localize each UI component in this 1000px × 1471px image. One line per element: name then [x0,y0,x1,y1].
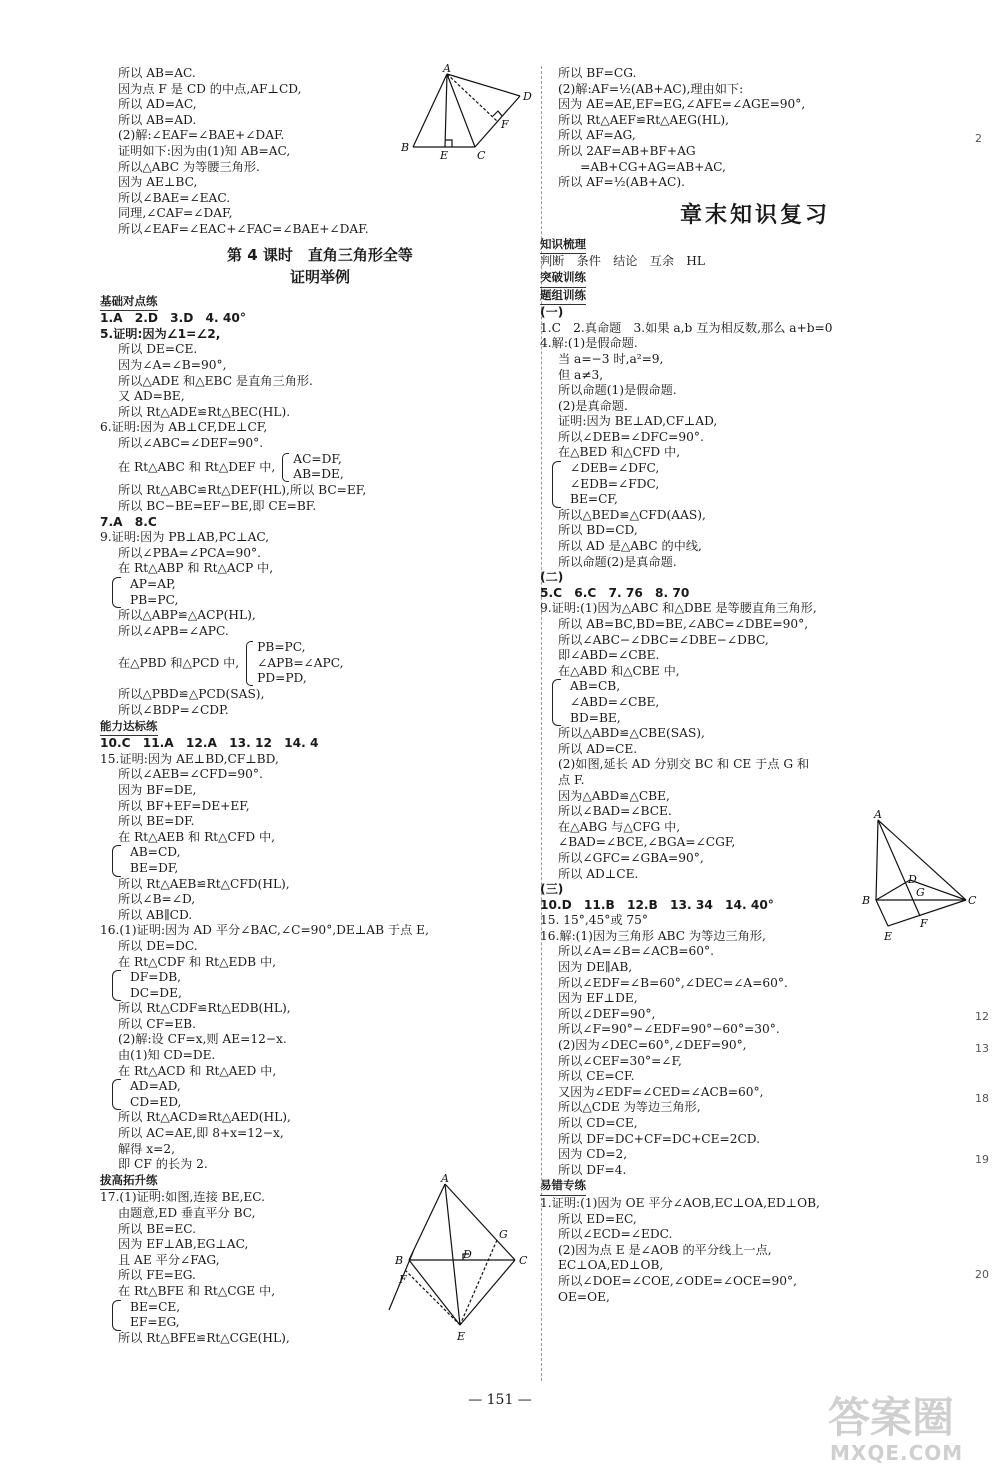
text-line: 所以∠APB=∠APC. [118,623,229,638]
text-line: 即 CF 的长为 2. [118,1157,208,1172]
text-line: 又因为∠EDF=∠CED=∠ACB=60°, [558,1084,764,1099]
text-line: 且 AE 平分∠FAG, [118,1252,220,1267]
text-line: 所以 AB=BC,BD=BE,∠ABC=∠DBE=90°, [558,617,809,631]
equation-system [100,845,540,876]
fig1-line [475,96,520,147]
fig1-label: E [440,149,449,162]
fig2-label: E [457,1330,466,1343]
text-line: (2)如图,延长 AD 分别交 BC 和 CE 于点 G 和 [558,757,810,772]
fig2-label: D [463,1248,472,1261]
text-line: 所以 AD 是△ABC 的中线, [558,539,702,554]
fig2-label: A [441,1172,449,1185]
text-line: 但 a≠3, [558,367,604,382]
text-line: 16.解:(1)因为三角形 ABC 为等边三角形, [540,928,766,943]
text-line: 所以∠ABC=∠DEF=90°. [118,435,264,450]
text-line: BE=CE, [130,1299,181,1314]
text-line: 所以∠ECD=∠EDC. [558,1227,673,1242]
text-line: AB=CB, [570,679,621,694]
text-line: 当 a=−3 时,a²=9, [558,351,664,366]
text-line: PD=PD, [257,671,307,686]
text-line: 所以 BC−BE=EF−BE,即 CE=BF. [118,499,317,514]
text-line: 解得 x=2, [118,1141,175,1156]
text-line: AB=DE, [293,467,344,482]
answer-line: 15. 15°,45°或 75° [540,913,648,928]
text-line: 所以 AD=AC, [118,97,197,112]
fig1-label: F [501,118,509,131]
text-line: AP=AP, [130,577,176,592]
fig2-label: B [395,1254,404,1267]
text-line: 所以△ADE 和△EBC 是直角三角形. [118,373,313,388]
equation-system [100,577,540,608]
text-line: EC⊥OA,ED⊥OB, [558,1258,664,1273]
text-line: 在△PBD 和△PCD 中, [118,655,240,670]
text-line: 所以 2AF=AB+BF+AG [558,143,696,158]
fig3-line [876,880,910,900]
text-line: 在 Rt△CDF 和 Rt△EDB 中, [118,954,277,969]
fig1-line [413,74,447,147]
text-line: 在 Rt△BFE 和 Rt△CGE 中, [118,1283,276,1298]
fig2-label: C [519,1254,528,1267]
text-line: 在 Rt△AEB 和 Rt△CFD 中, [118,829,276,844]
text-line: 证明:因为 BE⊥AD,CF⊥AD, [558,414,718,429]
answer-line: 5.C 6.C 7. 76 8. 70 [540,585,690,600]
text-line: ∠EDB=∠FDC, [570,476,660,491]
right-column [540,66,970,1305]
text-line: 在 Rt△ABP 和 Rt△ACP 中, [118,561,274,576]
equation-system [100,1079,540,1110]
text-line: 9.证明:(1)因为△ABC 和△DBE 是等腰直角三角形, [540,601,817,616]
text-line: 即∠ABD=∠CBE. [558,648,660,663]
fig3-label: B [862,894,871,907]
text-line: 所以 AF=½(AB+AC). [558,175,686,190]
answer-line: 7.A 8.C [100,514,157,529]
text-line: 因为点 F 是 CD 的中点,AF⊥CD, [118,81,302,96]
edge-mark: 12 [975,1010,989,1023]
text-line: 所以 Rt△AEF≌Rt△AEG(HL), [558,112,730,127]
text-line: 所以 BE=EC. [118,1221,196,1236]
edge-mark: 18 [975,1092,989,1105]
answer-line: 10.C 11.A 12.A 13. 12 14. 4 [100,736,319,751]
fig2-line [445,1184,515,1260]
text-line: 所以 CD=CE, [558,1116,638,1130]
text-line: 所以 Rt△ABC≌Rt△DEF(HL),所以 BC=EF, [118,483,367,498]
fig1-right-angle [445,140,452,147]
text-line: 所以△ABC 为等腰三角形. [118,159,260,174]
text-line: ∠ABD=∠CBE, [570,694,660,709]
fig3-line [876,820,878,900]
fig2-label: G [499,1228,508,1241]
fig2-line [405,1270,460,1325]
text-line: 所以∠B=∠D, [118,892,196,907]
text-line: 所以 BE=DF. [118,814,195,829]
text-line: 所以 AF=AG, [558,128,636,143]
fig3-line [876,900,888,926]
text-line: (2)是真命题. [558,398,628,413]
text-line: EF=EG, [130,1315,180,1330]
text-line: 所以 AB=AC. [118,66,196,80]
watermark-logo [820,1385,995,1467]
text-line: 所以△ABD≌△CBE(SAS), [558,726,705,741]
text-line: 因为 AE⊥BC, [118,175,198,190]
fig2-line [409,1260,460,1325]
text-line: 在△ABG 与△CFG 中, [558,819,681,834]
text-line: 因为△ABD≌△CBE, [558,788,670,803]
text-line: 所以∠DEF=90°, [558,1006,656,1021]
fig1-label: C [477,149,486,162]
section-heading: 易错专练 [540,1178,586,1196]
text-line: 所以△PBD≌△PCD(SAS), [118,687,265,702]
text-line: CD=ED, [130,1094,182,1109]
text-line: 所以 Rt△CDF≌Rt△EDB(HL), [118,1001,291,1016]
text-line: 所以 DE=DC. [118,938,198,953]
fig2-label: F [399,1273,407,1286]
equation-system [540,461,970,508]
text-line: 所以 AC=AE,即 8+x=12−x, [118,1126,284,1141]
text-line: OE=OE, [558,1289,610,1304]
figure-3-diagram [858,808,983,943]
fig3-label: D [908,873,917,886]
text-line: AB=CD, [130,845,181,860]
text-line: 所以 BF+EF=DE+EF, [118,798,250,813]
equation-system [100,970,540,1001]
text-line: 9.证明:因为 PB⊥AB,PC⊥AC, [100,530,270,545]
text-line: 所以命题(1)是假命题. [558,383,677,398]
text-line: 在 Rt△ABC 和 Rt△DEF 中, [118,459,276,474]
text-line: 所以 ED=EC, [558,1211,637,1226]
text-line: =AB+CG+AG=AB+AC, [568,159,726,174]
text-line: 因为 BF=DE, [118,782,197,797]
text-line: (2)解:设 CF=x,则 AE=12−x. [118,1032,287,1047]
fig3-label: F [920,917,928,930]
text-line: 所以∠CEF=30°=∠F, [558,1053,682,1068]
section-heading: 基础对点练 [100,294,158,312]
text-line: (2)因为∠DEC=60°,∠DEF=90°, [558,1038,747,1053]
fig1-line [445,74,447,147]
text-line: 因为 AE=AE,EF=EG,∠AFE=∠AGE=90°, [558,97,806,112]
text-line: 在△BED 和△CFD 中, [558,445,681,460]
left-column [100,66,540,1346]
group-label: (一) [540,305,564,320]
fig1-right-angle [493,111,502,116]
fig2-line [445,1184,460,1325]
text-line: 所以 BF=CG. [558,66,637,80]
text-line: BD=BE, [570,710,621,725]
text-line: BE=CF, [570,492,618,507]
watermark-url: MXQE.COM [830,1441,964,1465]
text-line: 所以 DF=DC+CF=DC+CE=2CD. [558,1131,761,1146]
text-line: 所以 Rt△ACD≌Rt△AED(HL), [118,1110,291,1125]
text-line: 所以∠A=∠B=∠ACB=60°. [558,944,714,959]
text-line: 所以 Rt△BFE≌Rt△CGE(HL), [118,1330,290,1345]
text-line: 所以 Rt△AEB≌Rt△CFD(HL), [118,876,290,891]
fig1-line [447,74,475,147]
text-line: 所以 FE=EG. [118,1268,196,1283]
text-line: 又 AD=BE, [118,389,185,404]
text-line: 15.证明:因为 AE⊥BD,CF⊥BD, [100,751,279,766]
text-line: PB=PC, [130,592,179,607]
text-line: 所以△CDE 为等边三角形, [558,1100,701,1115]
edge-mark: 2 [975,132,982,145]
text-line: 所以∠EDF=∠B=60°,∠DEC=∠A=60°. [558,975,788,990]
text-line: 点 F. [558,772,585,787]
text-line: (2)解:AF=½(AB+AC),理由如下: [558,81,744,96]
lesson-subtitle: 证明举例 [289,267,350,286]
fig3-label: C [968,894,977,907]
fig1-label: D [523,90,532,103]
text-line: 所以 AD=CE. [558,741,638,756]
fig3-label: A [874,808,882,821]
text-line: 在△ABD 和△CBE 中, [558,663,680,678]
section-heading: 知识梳理 [540,237,586,255]
text-line: 所以 AB∥CD. [118,907,193,922]
text-line: 所以∠DOE=∠COE,∠ODE=∠OCE=90°, [558,1273,797,1288]
text-line: 因为 DE∥AB, [558,960,633,975]
text-line: 因为 CD=2, [558,1147,628,1162]
text-line: ∠APB=∠APC, [257,655,344,670]
text-line: AD=AD, [130,1079,181,1094]
text-line: 所以∠BDP=∠CDP. [118,703,229,717]
fig3-label: G [916,886,925,899]
text-line: 所以 BD=CD, [558,523,638,538]
text-line: 由题意,ED 垂直平分 BC, [118,1206,256,1220]
text-line: 所以∠GFC=∠GBA=90°, [558,850,704,865]
text-line: 由(1)知 CD=DE. [118,1048,216,1063]
text-line: 因为 EF⊥AB,EG⊥AC, [118,1237,249,1252]
text-line: DF=DB, [130,970,182,985]
fig1-label: A [443,62,451,75]
text-line: AC=DF, [293,451,342,466]
text-line: 17.(1)证明:如图,连接 BE,EC. [100,1190,266,1205]
text-line: 所以 CE=CF. [558,1069,635,1084]
figure-1-diagram [395,62,545,162]
section-heading: 题组训练 [540,288,586,306]
lesson-title: 第 4 课时 直角三角形全等 [227,245,413,264]
text-line: 所以 AB=AD. [118,112,197,127]
answer-line: 1.A 2.D 3.D 4. 40° [100,311,246,326]
knowledge-line: 判断 条件 结论 互余 HL [540,254,705,269]
text-line: 5.证明:因为∠1=∠2, [100,326,221,341]
text-line: (2)因为点 E 是∠AOB 的平分线上一点, [558,1242,772,1257]
text-line: 证明如下:因为由(1)知 AB=AC, [118,143,291,158]
text-line: 所以 DE=CE. [118,342,198,357]
edge-mark: 19 [975,1153,989,1166]
text-line: 所以 AD⊥CE. [558,866,639,881]
text-line: 所以命题(2)是真命题. [558,554,677,569]
text-line: 同理,∠CAF=∠DAF, [118,206,233,221]
text-line: 所以∠DEB=∠DFC=90°. [558,429,704,444]
text-line: 所以 CF=EB. [118,1016,196,1031]
text-line: 4.解:(1)是假命题. [540,336,638,351]
text-line: 因为∠A=∠B=90°, [118,357,227,372]
text-line: 所以∠PBA=∠PCA=90°. [118,545,261,560]
text-line: BE=DF, [130,860,179,875]
equation-system [100,451,540,483]
text-line: 所以∠EAF=∠EAC+∠FAC=∠BAE+∠DAF. [118,221,369,236]
answer-line: 10.D 11.B 12.B 13. 34 14. 40° [540,897,774,912]
section-heading: 能力达标练 [100,719,158,737]
text-line: 所以∠ABC−∠DBC=∠DBE−∠DBC, [558,632,769,647]
section-heading: 突破训练 [540,270,586,288]
text-line: 16.(1)证明:因为 AD 平分∠BAC,∠C=90°,DE⊥AB 于点 E, [100,923,429,938]
text-line: 6.证明:因为 AB⊥CF,DE⊥CF, [100,420,268,435]
text-line: 所以∠F=90°−∠EDF=90°−60°=30°. [558,1022,780,1037]
page-number: — 151 — [468,1392,532,1408]
fig3-line [878,820,920,916]
text-line: 所以 Rt△ADE≌Rt△BEC(HL). [118,404,291,419]
text-line: 在 Rt△ACD 和 Rt△AED 中, [118,1063,277,1078]
equation-system [540,679,970,726]
group-label: (三) [540,882,564,897]
fig1-label: B [401,141,410,154]
text-line: 1.证明:(1)因为 OE 平分∠AOB,EC⊥OA,ED⊥OB, [540,1195,820,1210]
group-label: (二) [540,570,564,585]
figure-2-diagram [385,1172,535,1345]
fig2-line [409,1184,445,1260]
chapter-title: 章末知识复习 [679,202,830,228]
text-line: ∠DEB=∠DFC, [570,461,660,476]
text-line: 所以∠BAE=∠EAC. [118,190,231,205]
text-line: ∠BAD=∠BCE,∠BGA=∠CGF, [558,835,736,850]
answer-line: 1.C 2.真命题 3.如果 a,b 互为相反数,那么 a+b=0 [540,320,833,335]
watermark-text: 答案圈 [828,1393,955,1442]
text-line: 所以∠AEB=∠CFD=90°. [118,767,263,782]
edge-mark: 13 [975,1042,989,1055]
fig2-line [460,1260,515,1325]
equation-system [100,639,540,687]
text-line: DC=DE, [130,985,182,1000]
text-line: 所以△BED≌△CFD(AAS), [558,507,706,522]
text-line: 所以∠BAD=∠BCE. [558,804,672,819]
text-line: 因为 EF⊥DE, [558,991,638,1006]
text-line: PB=PC, [257,640,306,655]
text-line: (2)解:∠EAF=∠BAE+∠DAF. [118,128,285,143]
text-line: 所以△ABP≌△ACP(HL), [118,608,256,623]
edge-mark: 20 [975,1268,989,1281]
section-heading: 拔高拓升练 [100,1173,158,1191]
text-line: 所以 DF=4. [558,1162,627,1177]
fig3-label: E [884,930,893,943]
